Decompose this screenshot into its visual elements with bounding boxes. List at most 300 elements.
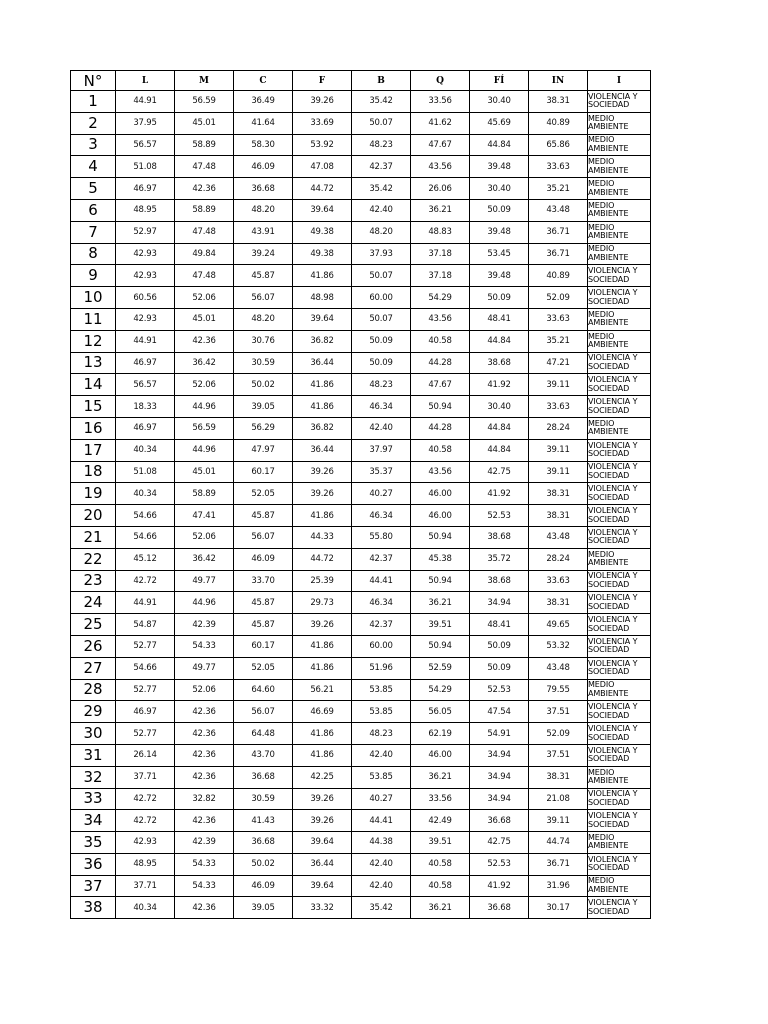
cell-fi: 44.84 xyxy=(470,330,529,352)
cell-c: 45.87 xyxy=(234,614,293,636)
cell-f: 41.86 xyxy=(293,635,352,657)
cell-f: 42.25 xyxy=(293,766,352,788)
cell-q: 37.18 xyxy=(411,243,470,265)
cell-in: 40.89 xyxy=(529,265,588,287)
cell-f: 41.86 xyxy=(293,723,352,745)
cell-l: 46.97 xyxy=(116,701,175,723)
cell-l: 52.77 xyxy=(116,679,175,701)
row-number-cell: 21 xyxy=(71,526,116,548)
table-row xyxy=(71,570,651,592)
table-row xyxy=(71,897,651,919)
cell-f: 36.44 xyxy=(293,352,352,374)
cell-f: 39.26 xyxy=(293,483,352,505)
row-number-cell: 22 xyxy=(71,548,116,570)
cell-q: 36.21 xyxy=(411,199,470,221)
cell-q: 39.51 xyxy=(411,614,470,636)
table-row xyxy=(71,526,651,548)
cell-c: 52.05 xyxy=(234,657,293,679)
cell-b: 55.80 xyxy=(352,526,411,548)
cell-b: 60.00 xyxy=(352,287,411,309)
cell-m: 45.01 xyxy=(175,308,234,330)
cell-q: 37.18 xyxy=(411,265,470,287)
cell-in: 43.48 xyxy=(529,199,588,221)
header-c: C xyxy=(234,71,293,91)
cell-m: 42.39 xyxy=(175,614,234,636)
row-number-cell: 18 xyxy=(71,461,116,483)
header-b: B xyxy=(352,71,411,91)
row-number-cell: 38 xyxy=(71,897,116,919)
row-number-cell: 16 xyxy=(71,417,116,439)
cell-category: MEDIO AMBIENTE xyxy=(588,417,651,439)
cell-l: 48.95 xyxy=(116,199,175,221)
row-number-cell: 15 xyxy=(71,396,116,418)
table-row xyxy=(71,374,651,396)
table-row xyxy=(71,853,651,875)
cell-in: 36.71 xyxy=(529,853,588,875)
cell-fi: 38.68 xyxy=(470,352,529,374)
row-number-cell: 17 xyxy=(71,439,116,461)
header-l: L xyxy=(116,71,175,91)
cell-fi: 44.84 xyxy=(470,439,529,461)
table-row xyxy=(71,548,651,570)
cell-category: MEDIO AMBIENTE xyxy=(588,875,651,897)
table-row xyxy=(71,832,651,854)
cell-in: 52.09 xyxy=(529,723,588,745)
cell-category: MEDIO AMBIENTE xyxy=(588,548,651,570)
cell-fi: 50.09 xyxy=(470,199,529,221)
cell-in: 35.21 xyxy=(529,178,588,200)
cell-q: 36.21 xyxy=(411,897,470,919)
cell-category: MEDIO AMBIENTE xyxy=(588,766,651,788)
cell-in: 28.24 xyxy=(529,548,588,570)
cell-category: VIOLENCIA Y SOCIEDAD xyxy=(588,483,651,505)
cell-b: 46.34 xyxy=(352,396,411,418)
cell-b: 50.07 xyxy=(352,112,411,134)
cell-l: 37.71 xyxy=(116,766,175,788)
table-body xyxy=(71,91,651,919)
cell-q: 54.29 xyxy=(411,287,470,309)
cell-b: 42.40 xyxy=(352,875,411,897)
row-number-cell: 25 xyxy=(71,614,116,636)
cell-category: VIOLENCIA Y SOCIEDAD xyxy=(588,396,651,418)
cell-f: 49.38 xyxy=(293,243,352,265)
cell-m: 44.96 xyxy=(175,592,234,614)
cell-category: VIOLENCIA Y SOCIEDAD xyxy=(588,635,651,657)
cell-q: 46.00 xyxy=(411,505,470,527)
table-row xyxy=(71,875,651,897)
cell-fi: 41.92 xyxy=(470,374,529,396)
cell-l: 42.93 xyxy=(116,265,175,287)
cell-m: 42.36 xyxy=(175,723,234,745)
cell-q: 43.56 xyxy=(411,156,470,178)
cell-m: 49.77 xyxy=(175,570,234,592)
cell-category: MEDIO AMBIENTE xyxy=(588,221,651,243)
table-row xyxy=(71,810,651,832)
cell-q: 36.21 xyxy=(411,766,470,788)
cell-fi: 54.91 xyxy=(470,723,529,745)
cell-m: 32.82 xyxy=(175,788,234,810)
cell-f: 29.73 xyxy=(293,592,352,614)
cell-m: 58.89 xyxy=(175,134,234,156)
cell-b: 53.85 xyxy=(352,766,411,788)
cell-l: 51.08 xyxy=(116,461,175,483)
cell-c: 45.87 xyxy=(234,505,293,527)
cell-m: 58.89 xyxy=(175,199,234,221)
cell-c: 30.59 xyxy=(234,352,293,374)
cell-in: 33.63 xyxy=(529,308,588,330)
cell-f: 25.39 xyxy=(293,570,352,592)
cell-b: 53.85 xyxy=(352,679,411,701)
cell-q: 50.94 xyxy=(411,526,470,548)
cell-c: 50.02 xyxy=(234,374,293,396)
cell-b: 51.96 xyxy=(352,657,411,679)
cell-f: 41.86 xyxy=(293,265,352,287)
cell-category: VIOLENCIA Y SOCIEDAD xyxy=(588,810,651,832)
cell-b: 50.07 xyxy=(352,265,411,287)
cell-b: 42.37 xyxy=(352,548,411,570)
table-row xyxy=(71,635,651,657)
cell-category: VIOLENCIA Y SOCIEDAD xyxy=(588,570,651,592)
cell-q: 56.05 xyxy=(411,701,470,723)
cell-c: 39.05 xyxy=(234,897,293,919)
cell-f: 41.86 xyxy=(293,374,352,396)
row-number-cell: 4 xyxy=(71,156,116,178)
cell-m: 49.84 xyxy=(175,243,234,265)
cell-f: 41.86 xyxy=(293,657,352,679)
cell-category: MEDIO AMBIENTE xyxy=(588,156,651,178)
cell-m: 42.36 xyxy=(175,810,234,832)
cell-l: 40.34 xyxy=(116,897,175,919)
cell-l: 40.34 xyxy=(116,483,175,505)
cell-f: 44.72 xyxy=(293,548,352,570)
cell-m: 42.36 xyxy=(175,897,234,919)
table-row xyxy=(71,614,651,636)
cell-m: 44.96 xyxy=(175,396,234,418)
table-row xyxy=(71,308,651,330)
cell-in: 39.11 xyxy=(529,810,588,832)
cell-l: 42.72 xyxy=(116,788,175,810)
cell-category: VIOLENCIA Y SOCIEDAD xyxy=(588,374,651,396)
cell-m: 52.06 xyxy=(175,679,234,701)
table-row xyxy=(71,287,651,309)
cell-q: 26.06 xyxy=(411,178,470,200)
cell-fi: 30.40 xyxy=(470,91,529,113)
header-i: I xyxy=(588,71,651,91)
cell-in: 33.63 xyxy=(529,396,588,418)
cell-in: 39.11 xyxy=(529,439,588,461)
cell-c: 48.20 xyxy=(234,308,293,330)
cell-in: 40.89 xyxy=(529,112,588,134)
cell-q: 40.58 xyxy=(411,330,470,352)
cell-in: 33.63 xyxy=(529,570,588,592)
cell-q: 40.58 xyxy=(411,853,470,875)
cell-c: 64.48 xyxy=(234,723,293,745)
cell-c: 30.59 xyxy=(234,788,293,810)
cell-fi: 50.09 xyxy=(470,287,529,309)
cell-q: 42.49 xyxy=(411,810,470,832)
cell-c: 56.07 xyxy=(234,287,293,309)
row-number-cell: 37 xyxy=(71,875,116,897)
table-row xyxy=(71,221,651,243)
cell-b: 44.41 xyxy=(352,570,411,592)
cell-in: 43.48 xyxy=(529,657,588,679)
cell-c: 56.07 xyxy=(234,526,293,548)
cell-l: 44.91 xyxy=(116,330,175,352)
cell-l: 44.91 xyxy=(116,592,175,614)
cell-q: 48.83 xyxy=(411,221,470,243)
cell-f: 39.64 xyxy=(293,875,352,897)
cell-fi: 52.53 xyxy=(470,853,529,875)
cell-m: 56.59 xyxy=(175,91,234,113)
table-row xyxy=(71,657,651,679)
cell-fi: 35.72 xyxy=(470,548,529,570)
table-row xyxy=(71,439,651,461)
cell-fi: 34.94 xyxy=(470,788,529,810)
cell-b: 42.37 xyxy=(352,156,411,178)
cell-fi: 34.94 xyxy=(470,592,529,614)
cell-m: 42.36 xyxy=(175,744,234,766)
cell-l: 42.93 xyxy=(116,832,175,854)
cell-f: 39.64 xyxy=(293,832,352,854)
table-row xyxy=(71,243,651,265)
row-number-cell: 11 xyxy=(71,308,116,330)
cell-b: 42.40 xyxy=(352,853,411,875)
header-row xyxy=(71,71,651,91)
cell-c: 58.30 xyxy=(234,134,293,156)
row-number-cell: 2 xyxy=(71,112,116,134)
row-number-cell: 6 xyxy=(71,199,116,221)
cell-l: 52.97 xyxy=(116,221,175,243)
row-number-cell: 10 xyxy=(71,287,116,309)
cell-f: 49.38 xyxy=(293,221,352,243)
cell-fi: 36.68 xyxy=(470,897,529,919)
cell-q: 46.00 xyxy=(411,483,470,505)
cell-c: 60.17 xyxy=(234,461,293,483)
row-number-cell: 23 xyxy=(71,570,116,592)
cell-m: 52.06 xyxy=(175,374,234,396)
cell-category: VIOLENCIA Y SOCIEDAD xyxy=(588,723,651,745)
row-number-cell: 9 xyxy=(71,265,116,287)
cell-category: VIOLENCIA Y SOCIEDAD xyxy=(588,897,651,919)
cell-in: 21.08 xyxy=(529,788,588,810)
cell-q: 62.19 xyxy=(411,723,470,745)
cell-b: 42.40 xyxy=(352,199,411,221)
table-row xyxy=(71,396,651,418)
cell-m: 47.48 xyxy=(175,156,234,178)
cell-in: 36.71 xyxy=(529,243,588,265)
cell-b: 42.37 xyxy=(352,614,411,636)
cell-f: 41.86 xyxy=(293,396,352,418)
header-in: IN xyxy=(529,71,588,91)
cell-f: 36.44 xyxy=(293,853,352,875)
cell-l: 46.97 xyxy=(116,417,175,439)
cell-q: 47.67 xyxy=(411,134,470,156)
cell-in: 38.31 xyxy=(529,592,588,614)
header-m: M xyxy=(175,71,234,91)
cell-f: 36.82 xyxy=(293,330,352,352)
cell-m: 56.59 xyxy=(175,417,234,439)
cell-c: 56.29 xyxy=(234,417,293,439)
cell-category: MEDIO AMBIENTE xyxy=(588,199,651,221)
cell-m: 54.33 xyxy=(175,853,234,875)
cell-c: 36.68 xyxy=(234,832,293,854)
cell-fi: 41.92 xyxy=(470,875,529,897)
row-number-cell: 12 xyxy=(71,330,116,352)
row-number-cell: 29 xyxy=(71,701,116,723)
cell-m: 42.36 xyxy=(175,330,234,352)
header-fi: FÍ xyxy=(470,71,529,91)
scores-table xyxy=(70,70,651,919)
cell-category: MEDIO AMBIENTE xyxy=(588,243,651,265)
cell-in: 37.51 xyxy=(529,701,588,723)
cell-in: 79.55 xyxy=(529,679,588,701)
cell-category: MEDIO AMBIENTE xyxy=(588,178,651,200)
table-row xyxy=(71,744,651,766)
cell-c: 50.02 xyxy=(234,853,293,875)
row-number-cell: 34 xyxy=(71,810,116,832)
cell-c: 43.70 xyxy=(234,744,293,766)
cell-f: 39.26 xyxy=(293,614,352,636)
cell-c: 33.70 xyxy=(234,570,293,592)
cell-b: 46.34 xyxy=(352,505,411,527)
cell-m: 54.33 xyxy=(175,635,234,657)
cell-in: 28.24 xyxy=(529,417,588,439)
cell-category: VIOLENCIA Y SOCIEDAD xyxy=(588,657,651,679)
cell-fi: 39.48 xyxy=(470,265,529,287)
cell-c: 30.76 xyxy=(234,330,293,352)
cell-f: 56.21 xyxy=(293,679,352,701)
cell-b: 48.23 xyxy=(352,374,411,396)
cell-f: 39.64 xyxy=(293,308,352,330)
cell-fi: 34.94 xyxy=(470,744,529,766)
cell-category: VIOLENCIA Y SOCIEDAD xyxy=(588,744,651,766)
cell-fi: 39.48 xyxy=(470,156,529,178)
row-number-cell: 1 xyxy=(71,91,116,113)
table-row xyxy=(71,679,651,701)
cell-b: 44.38 xyxy=(352,832,411,854)
cell-q: 52.59 xyxy=(411,657,470,679)
row-number-cell: 26 xyxy=(71,635,116,657)
cell-category: MEDIO AMBIENTE xyxy=(588,330,651,352)
cell-f: 33.69 xyxy=(293,112,352,134)
cell-m: 42.36 xyxy=(175,701,234,723)
cell-c: 52.05 xyxy=(234,483,293,505)
cell-category: VIOLENCIA Y SOCIEDAD xyxy=(588,352,651,374)
table-row xyxy=(71,701,651,723)
cell-b: 50.09 xyxy=(352,330,411,352)
cell-l: 45.12 xyxy=(116,548,175,570)
cell-l: 51.08 xyxy=(116,156,175,178)
cell-fi: 53.45 xyxy=(470,243,529,265)
cell-q: 46.00 xyxy=(411,744,470,766)
cell-fi: 42.75 xyxy=(470,461,529,483)
table-row xyxy=(71,788,651,810)
cell-fi: 50.09 xyxy=(470,635,529,657)
cell-f: 44.33 xyxy=(293,526,352,548)
cell-f: 39.26 xyxy=(293,810,352,832)
row-number-cell: 35 xyxy=(71,832,116,854)
cell-l: 37.95 xyxy=(116,112,175,134)
cell-category: VIOLENCIA Y SOCIEDAD xyxy=(588,287,651,309)
cell-l: 18.33 xyxy=(116,396,175,418)
row-number-cell: 13 xyxy=(71,352,116,374)
cell-b: 35.42 xyxy=(352,91,411,113)
cell-c: 45.87 xyxy=(234,265,293,287)
cell-category: VIOLENCIA Y SOCIEDAD xyxy=(588,853,651,875)
cell-fi: 30.40 xyxy=(470,178,529,200)
cell-b: 48.20 xyxy=(352,221,411,243)
cell-b: 35.37 xyxy=(352,461,411,483)
cell-in: 31.96 xyxy=(529,875,588,897)
row-number-cell: 30 xyxy=(71,723,116,745)
cell-f: 39.64 xyxy=(293,199,352,221)
row-number-cell: 7 xyxy=(71,221,116,243)
cell-category: VIOLENCIA Y SOCIEDAD xyxy=(588,439,651,461)
cell-c: 41.43 xyxy=(234,810,293,832)
cell-category: MEDIO AMBIENTE xyxy=(588,134,651,156)
cell-fi: 42.75 xyxy=(470,832,529,854)
cell-q: 54.29 xyxy=(411,679,470,701)
cell-l: 37.71 xyxy=(116,875,175,897)
cell-in: 52.09 xyxy=(529,287,588,309)
cell-l: 42.72 xyxy=(116,570,175,592)
cell-l: 42.93 xyxy=(116,308,175,330)
cell-c: 60.17 xyxy=(234,635,293,657)
cell-fi: 50.09 xyxy=(470,657,529,679)
cell-m: 47.48 xyxy=(175,265,234,287)
cell-m: 52.06 xyxy=(175,287,234,309)
cell-l: 54.66 xyxy=(116,657,175,679)
table-row xyxy=(71,417,651,439)
cell-f: 48.98 xyxy=(293,287,352,309)
cell-b: 42.40 xyxy=(352,744,411,766)
cell-in: 43.48 xyxy=(529,526,588,548)
cell-m: 45.01 xyxy=(175,112,234,134)
cell-b: 37.97 xyxy=(352,439,411,461)
cell-fi: 38.68 xyxy=(470,570,529,592)
cell-fi: 44.84 xyxy=(470,417,529,439)
cell-m: 52.06 xyxy=(175,526,234,548)
cell-category: MEDIO AMBIENTE xyxy=(588,308,651,330)
cell-b: 44.41 xyxy=(352,810,411,832)
cell-l: 52.77 xyxy=(116,635,175,657)
cell-fi: 38.68 xyxy=(470,526,529,548)
cell-l: 56.57 xyxy=(116,374,175,396)
row-number-cell: 31 xyxy=(71,744,116,766)
cell-m: 42.39 xyxy=(175,832,234,854)
cell-m: 54.33 xyxy=(175,875,234,897)
cell-l: 42.93 xyxy=(116,243,175,265)
cell-l: 44.91 xyxy=(116,91,175,113)
cell-f: 41.86 xyxy=(293,744,352,766)
cell-fi: 47.54 xyxy=(470,701,529,723)
table-row xyxy=(71,505,651,527)
table-row xyxy=(71,134,651,156)
cell-fi: 48.41 xyxy=(470,614,529,636)
cell-f: 39.26 xyxy=(293,788,352,810)
cell-q: 50.94 xyxy=(411,396,470,418)
cell-b: 37.93 xyxy=(352,243,411,265)
cell-fi: 30.40 xyxy=(470,396,529,418)
table-row xyxy=(71,199,651,221)
row-number-cell: 33 xyxy=(71,788,116,810)
cell-c: 64.60 xyxy=(234,679,293,701)
cell-c: 46.09 xyxy=(234,156,293,178)
cell-in: 36.71 xyxy=(529,221,588,243)
cell-in: 65.86 xyxy=(529,134,588,156)
cell-in: 38.31 xyxy=(529,91,588,113)
cell-fi: 39.48 xyxy=(470,221,529,243)
